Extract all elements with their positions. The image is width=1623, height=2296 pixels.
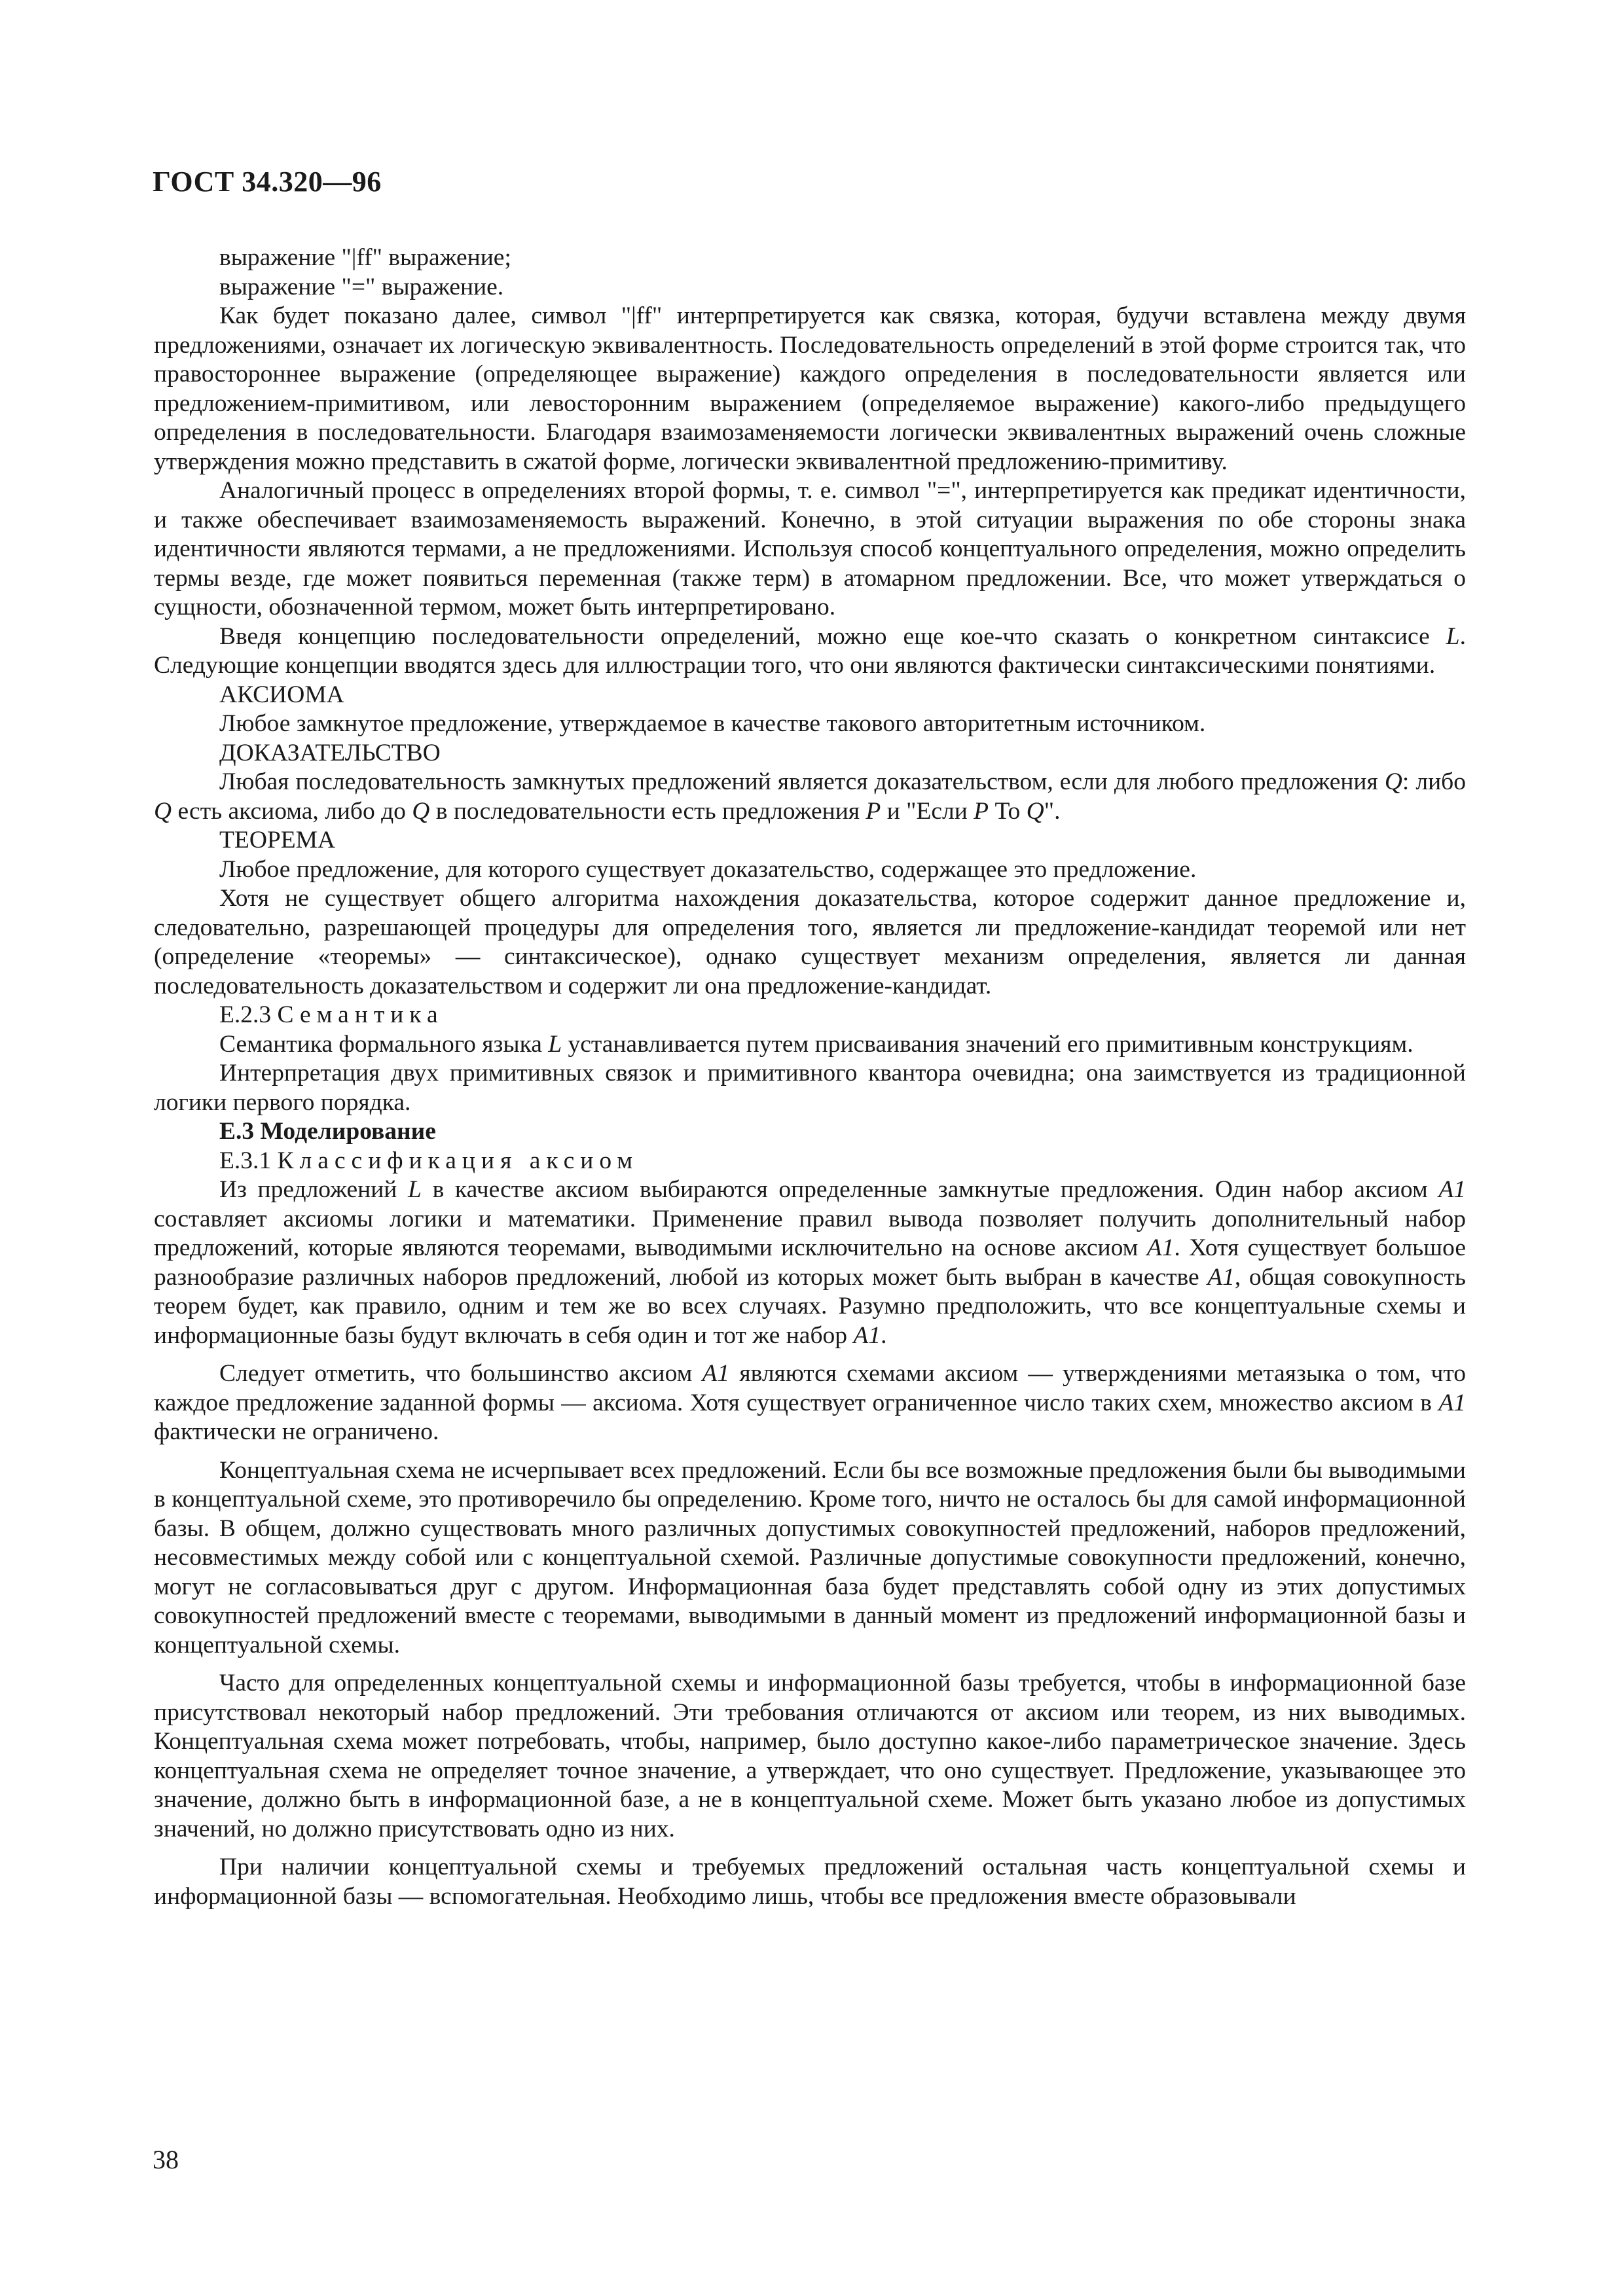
paragraph: Любая последовательность замкнутых предложений является доказательством, если для любого предложения Q: либо Q есть аксиома, либо до Q в последовательности есть предложения P и "Если P То Q".: [154, 768, 1467, 825]
formula-line-2: выражение "=" выражение.: [219, 273, 504, 300]
paragraph: Введя концепцию последовательности определений, можно еще кое-что сказать о конкретном синтаксисе L. Следующие концепции вводятся здесь для иллюстрации того, что они являются фактически синтаксическими понятиями.: [154, 622, 1466, 679]
term-heading-proof: ДОКАЗАТЕЛЬСТВО: [219, 739, 441, 766]
paragraph: При наличии концептуальной схемы и требуемых предложений остальная часть концептуальной схемы и информационной базы — вспомогательная. Необходимо лишь, чтобы все предложения вместе образовывали: [154, 1854, 1466, 1910]
paragraph: Часто для определенных концептуальной схемы и информационной базы требуется, чтобы в информационной базе присутствовал некоторый набор предложений. Эти требования отличаются от аксиом или теорем, из них выводимых. Концептуальная схема может потребовать, чтобы, например, было доступно какое-либо параметрическое значение. Здесь концептуальная схема не определяет точное значение, а утверждает, что оно существует. Предложение, указывающее это значение, должно быть в информационной базе, а не в концептуальной схеме. Может быть указано любое из допустимых значений, но должно присутствовать одно из них.: [154, 1670, 1466, 1842]
section-heading-semantics: Е.2.3 Семантика: [219, 1001, 444, 1028]
document-header: ГОСТ 34.320—96: [153, 166, 382, 198]
paragraph: Любое замкнутое предложение, утверждаемое в качестве такового авторитетным источником.: [219, 710, 1206, 737]
paragraph: Хотя не существует общего алгоритма нахождения доказательства, которое содержит данное предложение и, следовательно, разрешающей процедуры для определения того, является ли предложение-кандидат теоремой или нет (определение «теоремы» — синтаксическое), однако существует механизм определения, является ли данная последовательность доказательством и содержит ли она предложение-кандидат.: [154, 885, 1466, 999]
formula-line-1: выражение "|ff" выражение;: [219, 244, 511, 271]
page-number: 38: [153, 2145, 179, 2174]
section-heading-modeling: Е.3 Моделирование: [219, 1118, 436, 1145]
paragraph: Семантика формального языка L устанавливается путем присваивания значений его примитивным конструкциям.: [219, 1030, 1413, 1058]
section-heading-axiom-classification: Е.3.1 Классификация аксиом: [219, 1147, 639, 1174]
paragraph: Любое предложение, для которого существует доказательство, содержащее это предложение.: [219, 855, 1197, 883]
document-body: [154, 243, 1466, 1911]
term-heading-axiom: АКСИОМА: [219, 681, 344, 708]
term-heading-theorem: ТЕОРЕМА: [219, 827, 336, 853]
paragraph: Из предложений L в качестве аксиом выбираются определенные замкнутые предложения. Один набор аксиом A1 составляет аксиомы логики и математики. Применение правил вывода позволяет получить дополнительный набор предложений, которые являются теоремами, выводимыми исключительно на основе аксиом A1. Хотя существует большое разнообразие различных наборов предложений, любой из которых может быть выбран в качестве A1, общая совокупность теорем будет, как правило, одним и тем же во всех случаях. Разумно предположить, что все концептуальные схемы и информационные базы будут включать в себя один и тот же набор A1.: [154, 1176, 1467, 1349]
paragraph: Как будет показано далее, символ "|ff" интерпретируется как связка, которая, будучи вставлена между двумя предложениями, означает их логическую эквивалентность. Последовательность определений в этой форме строится так, что правостороннее выражение (определяющее выражение) каждого определения в последовательности является или предложением-примитивом, или левосторонним выражением (определяемое выражение) какого-либо предыдущего определения в последовательности. Благодаря взаимозаменяемости логически эквивалентных выражений очень сложные утверждения можно представить в сжатой форме, логически эквивалентной предложению-примитиву.: [154, 302, 1466, 475]
paragraph: Следует отметить, что большинство аксиом A1 являются схемами аксиом — утверждениями метаязыка о том, что каждое предложение заданной формы — аксиома. Хотя существует ограниченное число таких схем, множество аксиом в A1 фактически не ограничено.: [154, 1360, 1467, 1445]
paragraph: Концептуальная схема не исчерпывает всех предложений. Если бы все возможные предложения были бы выводимыми в концептуальной схеме, это противоречило бы определению. Кроме того, ничто не осталось бы для самой информационной базы. В общем, должно существовать много различных допустимых совокупностей предложений, наборов предложений, несовместимых между собой или с концептуальной схемой. Различные допустимые совокупности предложений, конечно, могут не согласовываться друг с другом. Информационная база будет представлять собой одну из этих допустимых совокупностей предложений вместе с теоремами, выводимыми в данный момент из предложений информационной базы и концептуальной схемы.: [154, 1456, 1466, 1659]
paragraph: Аналогичный процесс в определениях второй формы, т. е. символ "=", интерпретируется как предикат идентичности, и также обеспечивает взаимозаменяемость выражений. Конечно, в этой ситуации выражения по обе стороны знака идентичности являются термами, а не предложениями. Используя способ концептуального определения, можно определить термы везде, где может появиться переменная (также терм) в атомарном предложении. Все, что может утверждаться о сущности, обозначенной термом, может быть интерпретировано.: [154, 477, 1466, 620]
paragraph: Интерпретация двух примитивных связок и примитивного квантора очевидна; она заимствуется из традиционной логики первого порядка.: [154, 1060, 1466, 1116]
